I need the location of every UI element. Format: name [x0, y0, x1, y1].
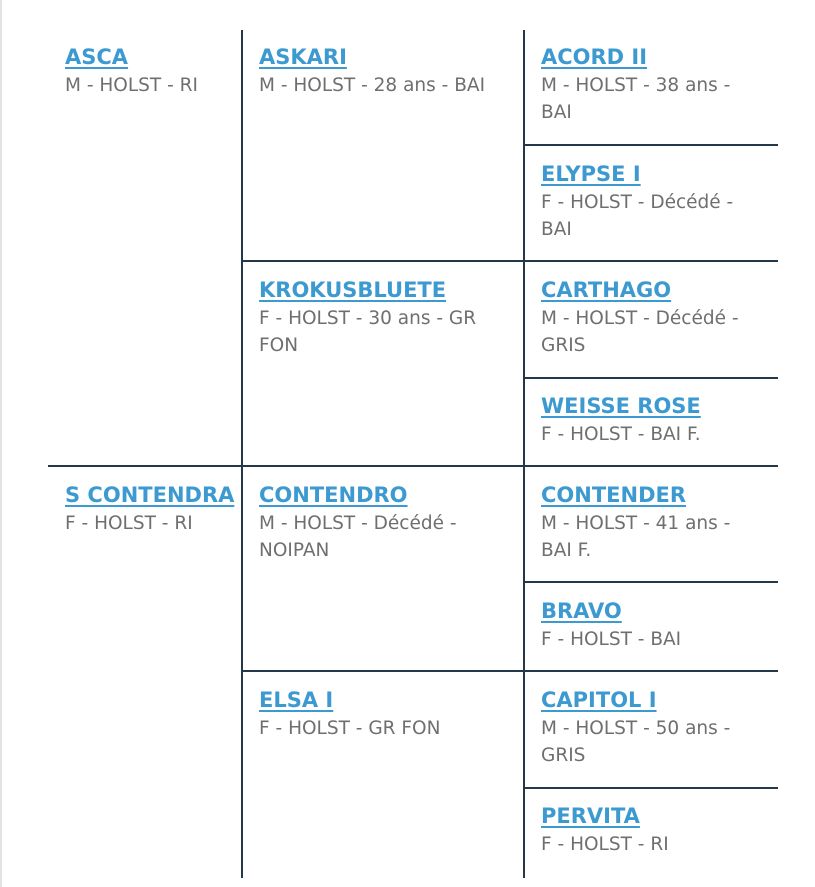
horse-info: M - HOLST - 28 ans - BAI — [259, 75, 486, 96]
horse-info: F - HOLST - 30 ans - GR FON — [259, 308, 477, 356]
divider-gen3-2 — [523, 377, 778, 379]
horse-info: M - HOLST - 50 ans - GRIS — [541, 718, 731, 766]
horse-cell-sire-sire-sire — [541, 43, 766, 126]
horse-info: M - HOLST - 41 ans - BAI F. — [541, 513, 731, 561]
horse-name-link[interactable]: WEISSE ROSE — [541, 394, 701, 418]
horse-name-link[interactable]: ASKARI — [259, 45, 347, 69]
horse-cell-sire-sire — [259, 43, 509, 99]
divider-col2-col3 — [523, 30, 525, 878]
divider-col1-col2 — [241, 30, 243, 878]
horse-name-link[interactable]: CARTHAGO — [541, 278, 672, 302]
horse-info: M - HOLST - Décédé - NOIPAN — [259, 513, 457, 561]
horse-cell-dam-dam-sire — [541, 686, 766, 769]
horse-info: F - HOLST - BAI F. — [541, 424, 701, 445]
horse-name-link[interactable]: CAPITOL I — [541, 688, 657, 712]
horse-name-link[interactable]: CONTENDRO — [259, 483, 408, 507]
horse-cell-dam-sire-sire — [541, 481, 766, 564]
horse-info: M - HOLST - Décédé - GRIS — [541, 308, 739, 356]
horse-name-link[interactable]: KROKUSBLUETE — [259, 278, 447, 302]
horse-name-link[interactable]: S CONTENDRA — [65, 483, 235, 507]
horse-name-link[interactable]: ACORD II — [541, 45, 648, 69]
divider-gen3-4 — [523, 787, 778, 789]
horse-cell-dam-dam-dam — [541, 802, 766, 858]
horse-info: F - HOLST - GR FON — [259, 718, 441, 739]
horse-cell-sire-sire-dam — [541, 160, 766, 243]
divider-dam-sire-dam — [241, 670, 778, 672]
horse-cell-dam-sire-dam — [541, 597, 766, 653]
horse-cell-sire — [65, 43, 235, 99]
divider-sire-dam — [48, 465, 778, 467]
horse-cell-sire-dam — [259, 276, 509, 359]
horse-cell-dam-sire — [259, 481, 514, 564]
horse-name-link[interactable]: ELYPSE I — [541, 162, 641, 186]
divider-sire-sire-dam — [241, 260, 778, 262]
horse-cell-dam-dam — [259, 686, 509, 742]
horse-info: M - HOLST - RI — [65, 75, 198, 96]
horse-cell-sire-dam-sire — [541, 276, 766, 359]
horse-name-link[interactable]: ASCA — [65, 45, 129, 69]
horse-name-link[interactable]: PERVITA — [541, 804, 640, 828]
horse-cell-dam — [65, 481, 235, 537]
horse-name-link[interactable]: ELSA I — [259, 688, 334, 712]
horse-info: F - HOLST - RI — [65, 513, 193, 534]
horse-info: F - HOLST - RI — [541, 834, 669, 855]
horse-info: F - HOLST - Décédé - BAI — [541, 192, 734, 240]
horse-cell-sire-dam-dam — [541, 392, 766, 448]
horse-info: F - HOLST - BAI — [541, 629, 682, 650]
divider-gen3-3 — [523, 581, 778, 583]
page-edge — [0, 0, 2, 887]
horse-name-link[interactable]: BRAVO — [541, 599, 622, 623]
horse-name-link[interactable]: CONTENDER — [541, 483, 687, 507]
divider-gen3-1 — [523, 144, 778, 146]
horse-info: M - HOLST - 38 ans - BAI — [541, 75, 731, 123]
